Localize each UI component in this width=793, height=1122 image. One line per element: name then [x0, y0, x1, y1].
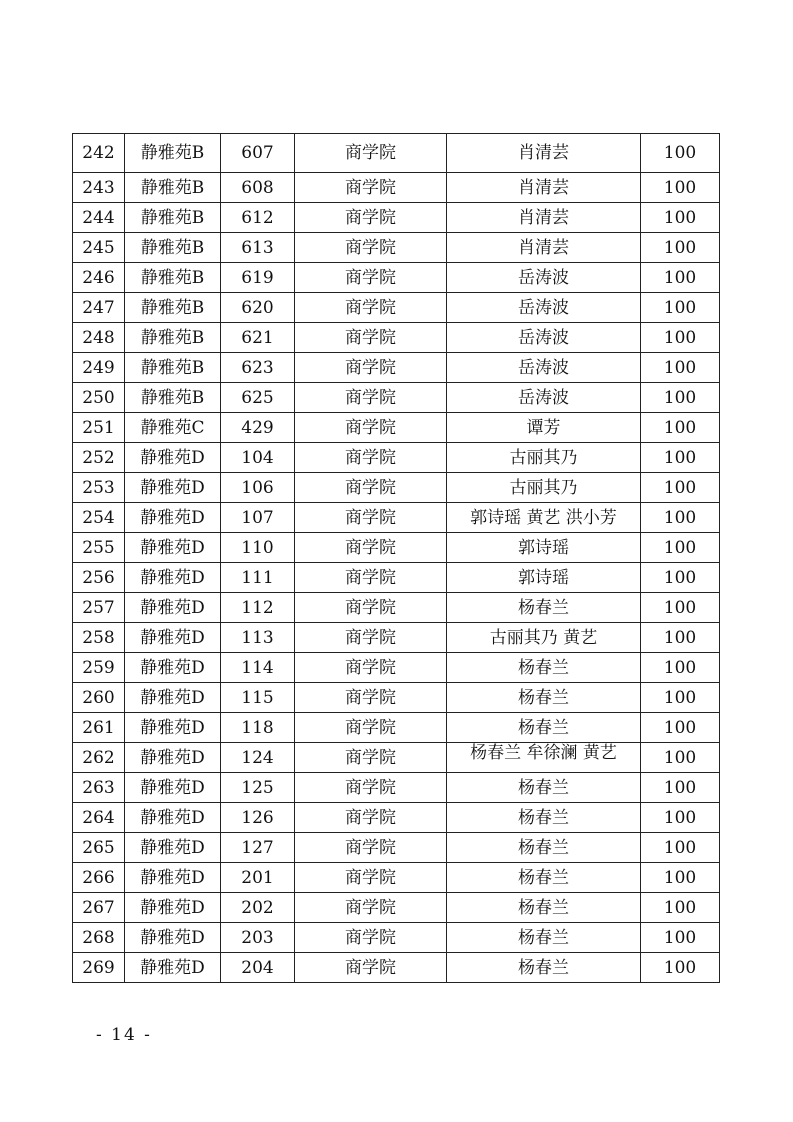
- cell-room: 202: [221, 893, 295, 923]
- cell-college: 商学院: [295, 413, 447, 443]
- cell-score: 100: [641, 533, 720, 563]
- cell-room: 201: [221, 863, 295, 893]
- cell-number: 251: [73, 413, 125, 443]
- cell-college: 商学院: [295, 323, 447, 353]
- cell-number: 246: [73, 263, 125, 293]
- cell-number: 256: [73, 563, 125, 593]
- cell-building: 静雅苑D: [125, 773, 221, 803]
- cell-college: 商学院: [295, 953, 447, 983]
- cell-number: 264: [73, 803, 125, 833]
- cell-teacher: 郭诗瑶: [447, 563, 641, 593]
- cell-room: 625: [221, 383, 295, 413]
- cell-room: 127: [221, 833, 295, 863]
- cell-college: 商学院: [295, 683, 447, 713]
- cell-room: 113: [221, 623, 295, 653]
- cell-college: 商学院: [295, 623, 447, 653]
- cell-room: 607: [221, 134, 295, 173]
- cell-building: 静雅苑D: [125, 893, 221, 923]
- cell-teacher: 肖清芸: [447, 233, 641, 263]
- cell-room: 621: [221, 323, 295, 353]
- cell-score: 100: [641, 683, 720, 713]
- cell-score: 100: [641, 443, 720, 473]
- cell-score: 100: [641, 293, 720, 323]
- cell-room: 114: [221, 653, 295, 683]
- table-row: [73, 353, 720, 383]
- cell-teacher: 郭诗瑶 黄艺 洪小芳: [447, 503, 641, 533]
- cell-score: 100: [641, 803, 720, 833]
- cell-teacher: 岳涛波: [447, 383, 641, 413]
- table-row: [73, 923, 720, 953]
- cell-teacher: 岳涛波: [447, 353, 641, 383]
- cell-building: 静雅苑D: [125, 563, 221, 593]
- cell-score: 100: [641, 743, 720, 773]
- cell-number: 267: [73, 893, 125, 923]
- cell-number: 258: [73, 623, 125, 653]
- cell-score: 100: [641, 653, 720, 683]
- cell-college: 商学院: [295, 803, 447, 833]
- table-row: [73, 134, 720, 173]
- cell-building: 静雅苑D: [125, 623, 221, 653]
- cell-teacher: 古丽其乃 黄艺: [447, 623, 641, 653]
- cell-college: 商学院: [295, 473, 447, 503]
- cell-score: 100: [641, 383, 720, 413]
- cell-room: 106: [221, 473, 295, 503]
- cell-room: 118: [221, 713, 295, 743]
- cell-room: 104: [221, 443, 295, 473]
- cell-number: 261: [73, 713, 125, 743]
- cell-teacher: 岳涛波: [447, 323, 641, 353]
- cell-teacher: 杨春兰: [447, 713, 641, 743]
- cell-room: 111: [221, 563, 295, 593]
- cell-room: 613: [221, 233, 295, 263]
- table-row: [73, 593, 720, 623]
- cell-number: 266: [73, 863, 125, 893]
- table-row: [73, 893, 720, 923]
- cell-score: 100: [641, 893, 720, 923]
- table-row: [73, 173, 720, 203]
- cell-building: 静雅苑D: [125, 593, 221, 623]
- cell-number: 247: [73, 293, 125, 323]
- cell-college: 商学院: [295, 134, 447, 173]
- cell-teacher: 杨春兰: [447, 803, 641, 833]
- cell-teacher: [447, 743, 641, 773]
- cell-number: 252: [73, 443, 125, 473]
- cell-number: 259: [73, 653, 125, 683]
- table-row: [73, 833, 720, 863]
- cell-score: 100: [641, 773, 720, 803]
- cell-building: 静雅苑D: [125, 503, 221, 533]
- cell-teacher: 杨春兰: [447, 863, 641, 893]
- cell-building: 静雅苑B: [125, 383, 221, 413]
- cell-number: 254: [73, 503, 125, 533]
- cell-college: 商学院: [295, 293, 447, 323]
- cell-number: 262: [73, 743, 125, 773]
- table-body: [73, 134, 720, 983]
- table-row: [73, 443, 720, 473]
- cell-score: 100: [641, 923, 720, 953]
- cell-number: 265: [73, 833, 125, 863]
- table-row: [73, 233, 720, 263]
- cell-number: 263: [73, 773, 125, 803]
- cell-college: 商学院: [295, 863, 447, 893]
- cell-number: 268: [73, 923, 125, 953]
- table-row: [73, 623, 720, 653]
- cell-teacher: 肖清芸: [447, 203, 641, 233]
- cell-number: 250: [73, 383, 125, 413]
- cell-score: 100: [641, 953, 720, 983]
- table-row: [73, 773, 720, 803]
- cell-building: 静雅苑D: [125, 653, 221, 683]
- table-row: [73, 683, 720, 713]
- cell-room: 608: [221, 173, 295, 203]
- cell-teacher: 杨春兰: [447, 593, 641, 623]
- cell-building: 静雅苑D: [125, 863, 221, 893]
- cell-college: 商学院: [295, 233, 447, 263]
- cell-room: 124: [221, 743, 295, 773]
- cell-score: 100: [641, 503, 720, 533]
- cell-score: 100: [641, 134, 720, 173]
- cell-room: 110: [221, 533, 295, 563]
- cell-teacher: 杨春兰: [447, 773, 641, 803]
- cell-number: 260: [73, 683, 125, 713]
- cell-number: 248: [73, 323, 125, 353]
- cell-college: 商学院: [295, 533, 447, 563]
- cell-number: 242: [73, 134, 125, 173]
- cell-college: 商学院: [295, 563, 447, 593]
- cell-building: 静雅苑B: [125, 293, 221, 323]
- cell-building: 静雅苑D: [125, 683, 221, 713]
- cell-number: 245: [73, 233, 125, 263]
- cell-room: 620: [221, 293, 295, 323]
- table-row: [73, 383, 720, 413]
- cell-room: 429: [221, 413, 295, 443]
- cell-number: 243: [73, 173, 125, 203]
- cell-score: 100: [641, 173, 720, 203]
- cell-teacher: 杨春兰: [447, 923, 641, 953]
- cell-score: 100: [641, 623, 720, 653]
- cell-teacher: 古丽其乃: [447, 473, 641, 503]
- cell-teacher: 肖清芸: [447, 134, 641, 173]
- cell-score: 100: [641, 593, 720, 623]
- cell-college: 商学院: [295, 893, 447, 923]
- cell-teacher: 郭诗瑶: [447, 533, 641, 563]
- cell-building: 静雅苑B: [125, 203, 221, 233]
- cell-college: 商学院: [295, 203, 447, 233]
- cell-teacher: 杨春兰: [447, 893, 641, 923]
- cell-building: 静雅苑D: [125, 803, 221, 833]
- cell-number: 269: [73, 953, 125, 983]
- cell-score: 100: [641, 473, 720, 503]
- table-row: [73, 533, 720, 563]
- cell-room: 115: [221, 683, 295, 713]
- table-row: [73, 713, 720, 743]
- cell-building: 静雅苑B: [125, 353, 221, 383]
- cell-room: 126: [221, 803, 295, 833]
- cell-room: 112: [221, 593, 295, 623]
- cell-college: 商学院: [295, 353, 447, 383]
- cell-teacher: 岳涛波: [447, 293, 641, 323]
- cell-score: 100: [641, 263, 720, 293]
- cell-score: 100: [641, 833, 720, 863]
- cell-score: 100: [641, 713, 720, 743]
- table-row: [73, 323, 720, 353]
- cell-building: 静雅苑D: [125, 743, 221, 773]
- cell-room: 623: [221, 353, 295, 383]
- cell-teacher-text: 杨春兰 牟徐澜 黄艺: [470, 743, 617, 763]
- cell-score: 100: [641, 203, 720, 233]
- table-row: [73, 953, 720, 983]
- cell-number: 244: [73, 203, 125, 233]
- cell-teacher: 肖清芸: [447, 173, 641, 203]
- cell-score: 100: [641, 353, 720, 383]
- cell-teacher: 杨春兰: [447, 953, 641, 983]
- cell-building: 静雅苑B: [125, 263, 221, 293]
- cell-teacher: 杨春兰: [447, 683, 641, 713]
- cell-room: 107: [221, 503, 295, 533]
- cell-teacher: 杨春兰: [447, 833, 641, 863]
- cell-building: 静雅苑D: [125, 713, 221, 743]
- cell-score: 100: [641, 323, 720, 353]
- cell-college: 商学院: [295, 923, 447, 953]
- table-row: [73, 653, 720, 683]
- cell-building: 静雅苑B: [125, 173, 221, 203]
- cell-teacher: 谭芳: [447, 413, 641, 443]
- cell-college: 商学院: [295, 263, 447, 293]
- cell-building: 静雅苑B: [125, 134, 221, 173]
- cell-number: 257: [73, 593, 125, 623]
- cell-college: 商学院: [295, 383, 447, 413]
- table-row: [73, 413, 720, 443]
- cell-teacher: 古丽其乃: [447, 443, 641, 473]
- cell-college: 商学院: [295, 503, 447, 533]
- cell-score: 100: [641, 413, 720, 443]
- cell-room: 612: [221, 203, 295, 233]
- table-row: [73, 803, 720, 833]
- cell-score: 100: [641, 233, 720, 263]
- cell-college: 商学院: [295, 443, 447, 473]
- cell-score: 100: [641, 863, 720, 893]
- cell-college: 商学院: [295, 713, 447, 743]
- cell-score: 100: [641, 563, 720, 593]
- cell-building: 静雅苑D: [125, 533, 221, 563]
- cell-building: 静雅苑C: [125, 413, 221, 443]
- cell-building: 静雅苑D: [125, 443, 221, 473]
- inspection-table: [72, 133, 720, 983]
- table-row: [73, 203, 720, 233]
- cell-college: 商学院: [295, 743, 447, 773]
- cell-room: 125: [221, 773, 295, 803]
- cell-college: 商学院: [295, 653, 447, 683]
- cell-number: 253: [73, 473, 125, 503]
- table-row: [73, 503, 720, 533]
- cell-college: 商学院: [295, 773, 447, 803]
- cell-building: 静雅苑D: [125, 923, 221, 953]
- cell-teacher: 杨春兰: [447, 653, 641, 683]
- table-row: [73, 473, 720, 503]
- page-number: - 14 -: [96, 1025, 152, 1045]
- table-row: [73, 263, 720, 293]
- cell-number: 255: [73, 533, 125, 563]
- table-row: [73, 563, 720, 593]
- cell-building: 静雅苑D: [125, 833, 221, 863]
- table-row: [73, 743, 720, 773]
- table-row: [73, 863, 720, 893]
- cell-number: 249: [73, 353, 125, 383]
- cell-room: 204: [221, 953, 295, 983]
- cell-building: 静雅苑D: [125, 953, 221, 983]
- cell-building: 静雅苑D: [125, 473, 221, 503]
- cell-college: 商学院: [295, 593, 447, 623]
- cell-college: 商学院: [295, 173, 447, 203]
- cell-teacher: 岳涛波: [447, 263, 641, 293]
- table-row: [73, 293, 720, 323]
- cell-college: 商学院: [295, 833, 447, 863]
- cell-room: 619: [221, 263, 295, 293]
- cell-room: 203: [221, 923, 295, 953]
- cell-building: 静雅苑B: [125, 323, 221, 353]
- cell-building: 静雅苑B: [125, 233, 221, 263]
